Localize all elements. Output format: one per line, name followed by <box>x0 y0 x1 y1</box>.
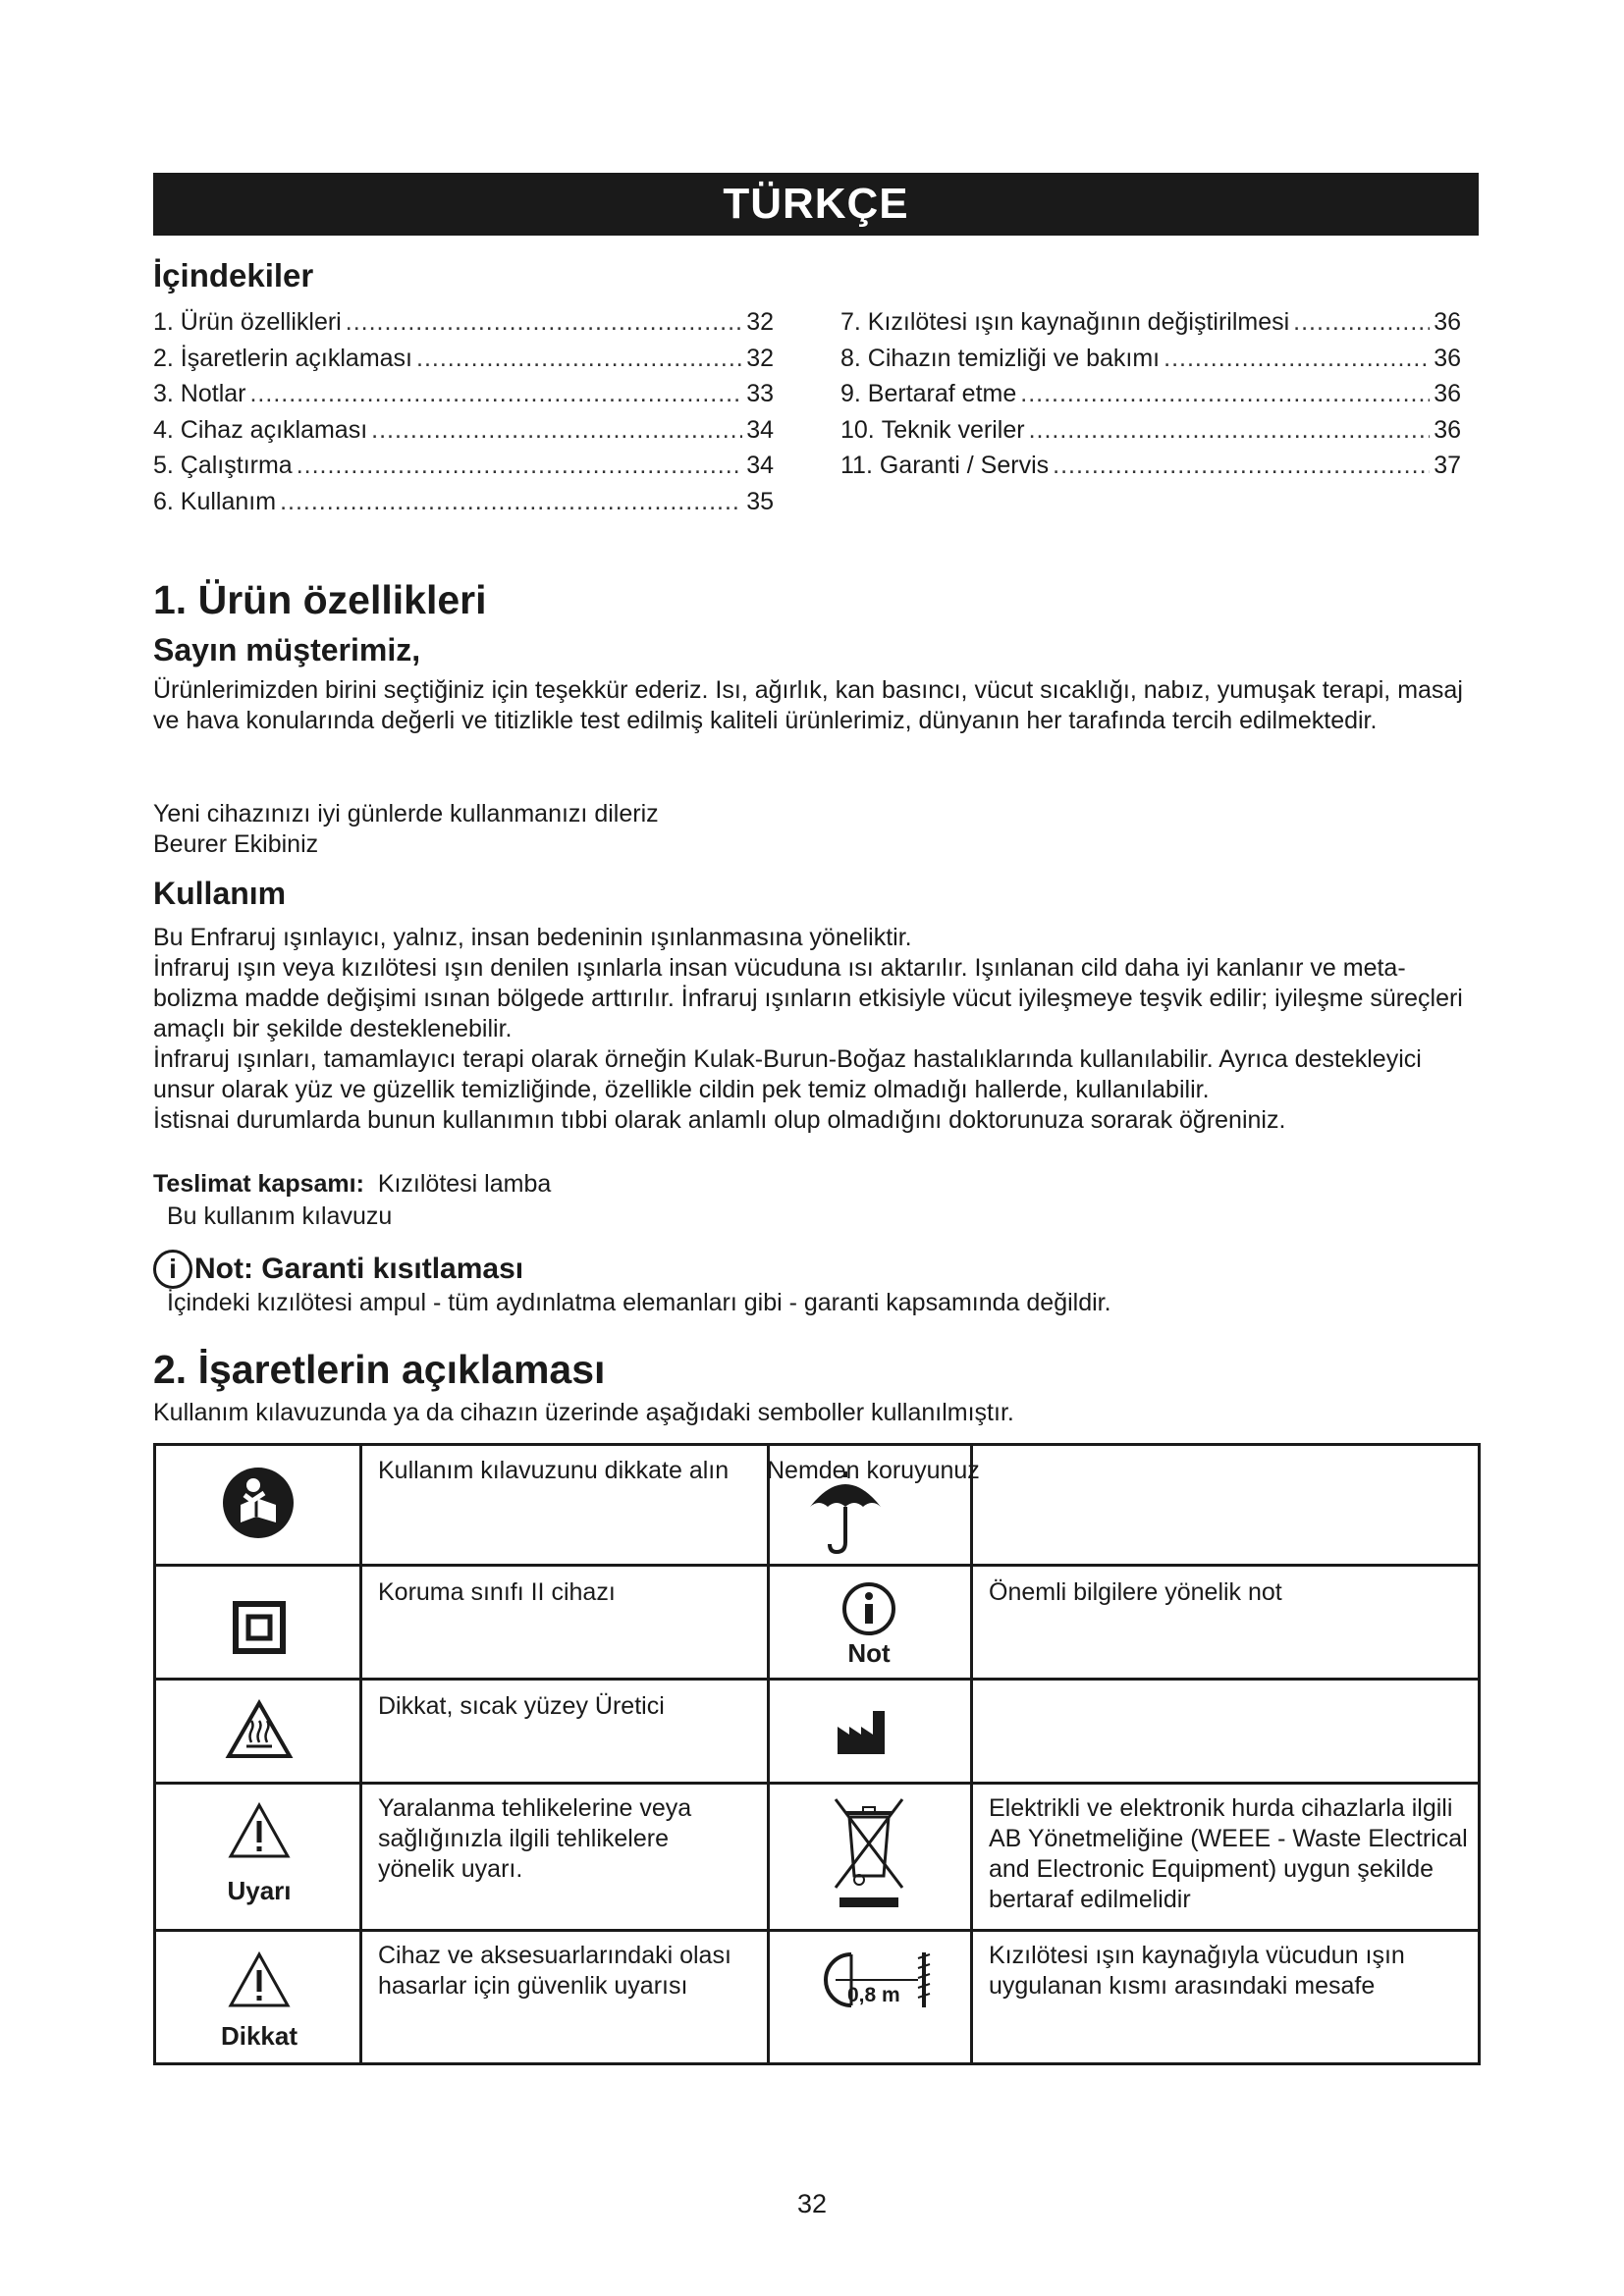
warning-icon-label: Uyarı <box>227 1876 292 1905</box>
toc-title: İçindekiler <box>153 257 314 294</box>
toc-entry[interactable] <box>840 412 1461 449</box>
toc-entry-number: 2. <box>153 344 181 372</box>
section-1-title: 1. Ürün özellikleri <box>153 577 487 622</box>
symbol-description: Cihaz ve aksesuarlarındaki olası hasarlar için güvenlik uyarısı <box>378 1942 731 2000</box>
toc-entry[interactable] <box>153 341 774 377</box>
usage-paragraph-1: Bu Enfraruj ışınlayıcı, yalnız, insan bedeninin ışınlanmasına yöneliktir. <box>153 924 912 951</box>
info-icon: i <box>153 1250 192 1289</box>
toc-leader-dots <box>1164 341 1430 377</box>
greeting: Sayın müşterimiz, <box>153 632 421 667</box>
symbol-description: Kızılötesi ışın kaynağıyla vücudun ışın uygulanan kısmı arasındaki mesafe <box>989 1942 1405 2000</box>
usage-paragraph-2: İnfraruj ışın veya kızılötesi ışın denilen ışınlarla insan vücuduna ısı aktarılır. Işınlanan cild daha iyi kanlanır ve metabolizma madde değişimi ısınan bölgede arttırılır. İnfraruj ışınların etkisiyle vücut iyileşmeye teşvik edilir; iyileşme süreçleri amaçlı bir şekilde desteklenebilir. <box>153 954 1463 1042</box>
delivery-scope-item: Bu kullanım kılavuzu <box>167 1202 393 1230</box>
usage-paragraph-4: İstisnai durumlarda bunun kullanımın tıbbi olarak anlamlı olup olmadığını doktorunuza sorarak öğreniniz. <box>153 1106 1286 1134</box>
section-2-intro: Kullanım kılavuzunda ya da cihazın üzerinde aşağıdaki semboller kullanılmıştır. <box>153 1399 1014 1426</box>
symbol-description: Yaralanma tehlikelerine veya sağlığınızla ilgili tehlikelere yönelik uyarı. <box>378 1794 692 1883</box>
table-divider <box>359 1446 362 2062</box>
toc-entry[interactable] <box>840 376 1461 412</box>
table-divider <box>767 1446 770 2062</box>
toc-entry-label: Cihazın temizliği ve bakımı <box>867 344 1161 372</box>
toc-leader-dots <box>280 484 742 520</box>
toc-entry-label: Cihaz açıklaması <box>180 415 368 444</box>
toc-entry-label: Garanti / Servis <box>879 452 1050 479</box>
toc-right-column <box>840 304 1461 484</box>
toc-leader-dots <box>416 341 742 377</box>
toc-entry-label: Bertaraf etme <box>867 380 1017 407</box>
weee-bin-icon <box>830 1795 908 1909</box>
symbols-table <box>153 1443 1481 2065</box>
toc-leader-dots <box>371 412 742 449</box>
toc-entry-label: Ürün özellikleri <box>180 308 342 336</box>
toc-entry-page: 37 <box>1434 452 1461 479</box>
intro-paragraph: Ürünlerimizden birini seçtiğiniz için teşekkür ederiz. Isı, ağırlık, kan basıncı, vücut sıcaklığı, nabız, yumuşak terapi, masaj ve hava konularında değerli ve titizlikle test edilmiş kaliteli ürünlerimiz, dünyanın her tarafında tercih edilmektedir. <box>153 676 1463 734</box>
toc-entry-label: Teknik veriler <box>881 415 1025 444</box>
delivery-scope <box>153 1168 551 1201</box>
toc-entry-number: 5. <box>153 452 181 479</box>
toc-entry[interactable] <box>153 376 774 412</box>
symbol-description: Koruma sınıfı II cihazı <box>378 1578 616 1606</box>
toc-entry-page: 32 <box>746 308 774 336</box>
toc-entry-number: 1. <box>153 308 181 336</box>
toc-entry[interactable] <box>153 412 774 449</box>
toc-entry-page: 34 <box>746 452 774 479</box>
toc-leader-dots <box>297 448 742 484</box>
toc-entry-page: 34 <box>746 415 774 444</box>
table-row-divider <box>156 1678 1478 1681</box>
toc-entry-number: 11. <box>840 452 880 479</box>
toc-entry-number: 3. <box>153 380 181 407</box>
caution-icon-label: Dikkat <box>220 2021 298 2051</box>
table-row-divider <box>156 1782 1478 1785</box>
toc-entry[interactable] <box>840 304 1461 341</box>
read-manual-icon <box>221 1466 296 1540</box>
delivery-scope-item: Kızılötesi lamba <box>377 1170 552 1198</box>
toc-entry-number: 6. <box>153 487 181 515</box>
toc-entry-number: 8. <box>840 344 868 372</box>
toc-entry-number: 7. <box>840 308 868 336</box>
section-2-title: 2. İşaretlerin açıklaması <box>153 1347 606 1392</box>
toc-leader-dots <box>1029 412 1431 449</box>
toc-leader-dots <box>1020 376 1430 412</box>
warranty-note-heading <box>153 1250 523 1289</box>
toc-leader-dots <box>346 304 742 341</box>
usage-paragraph-3: İnfraruj ışınları, tamamlayıcı terapi olarak örneğin Kulak-Burun-Boğaz hastalıklarında kullanılabilir. Ayrıca destekleyici unsur olarak yüz ve güzellik temizliğinde, özellikle cildin pek temiz olmadığı hallerde, kullanılabilir. <box>153 1045 1422 1103</box>
usage-title: Kullanım <box>153 876 287 911</box>
info-icon <box>841 1581 896 1636</box>
page-number: 32 <box>796 2189 828 2218</box>
toc-entry-page: 32 <box>746 344 774 372</box>
table-row-divider <box>156 1929 1478 1932</box>
symbol-description: Dikkat, sıcak yüzey <box>378 1692 588 1720</box>
toc-entry[interactable] <box>153 304 774 341</box>
toc-entry-page: 33 <box>746 380 774 407</box>
toc-entry[interactable] <box>153 448 774 484</box>
toc-entry-page: 35 <box>746 487 774 515</box>
toc-entry-number: 4. <box>153 415 181 444</box>
distance-icon-label: 0,8 m <box>847 1984 900 2006</box>
signature-text: Beurer Ekibiniz <box>153 830 319 858</box>
table-divider <box>970 1446 973 2062</box>
toc-left-column <box>153 304 774 519</box>
delivery-scope-label: Teslimat kapsamı: <box>153 1170 364 1198</box>
class-2-square-icon <box>233 1601 286 1654</box>
symbol-description: Elektrikli ve elektronik hurda cihazlarla ilgili AB Yönetmeliğine (WEEE - Waste Electrical and Electronic Equipment) uygun şekilde bertaraf edilmelidir <box>989 1794 1468 1913</box>
toc-leader-dots <box>1293 304 1430 341</box>
toc-entry-label: İşaretlerin açıklaması <box>180 344 412 372</box>
symbol-description-group <box>378 1691 761 1722</box>
toc-entry-page: 36 <box>1434 380 1461 407</box>
language-header: TÜRKÇE <box>153 173 1479 236</box>
toc-entry[interactable] <box>840 448 1461 484</box>
toc-entry-label: Kızılötesi ışın kaynağının değiştirilmesi <box>867 308 1290 336</box>
warning-triangle-icon <box>227 1801 292 1860</box>
caution-triangle-icon <box>227 1950 292 2009</box>
manufacturer-icon <box>836 1709 889 1756</box>
wish-text: Yeni cihazınızı iyi günlerde kullanmanızı dileriz <box>153 800 659 828</box>
toc-entry-label: Notlar <box>180 380 246 407</box>
toc-entry-number: 10. <box>840 415 882 444</box>
warranty-note-title: Not: Garanti kısıtlaması <box>194 1253 524 1285</box>
info-icon-label: Not <box>847 1638 891 1668</box>
toc-entry-label: Kullanım <box>180 487 277 515</box>
toc-entry[interactable] <box>153 484 774 520</box>
toc-entry-page: 36 <box>1434 415 1461 444</box>
hot-surface-icon <box>225 1699 294 1760</box>
toc-entry-label: Çalıştırma <box>180 452 293 479</box>
toc-entry[interactable] <box>840 341 1461 377</box>
table-row-divider <box>156 1564 1478 1567</box>
symbol-description: Nemden koruyunuz <box>767 1457 980 1484</box>
symbol-description: Kullanım kılavuzunu dikkate alın <box>378 1457 730 1484</box>
toc-entry-page: 36 <box>1434 344 1461 372</box>
manufacturer-label: Üretici <box>594 1692 665 1720</box>
toc-entry-page: 36 <box>1434 308 1461 336</box>
toc-leader-dots <box>1053 448 1430 484</box>
symbol-description: Önemli bilgilere yönelik not <box>989 1578 1282 1606</box>
warranty-note-text: İçindeki kızılötesi ampul - tüm aydınlatma elemanları gibi - garanti kapsamında değildir. <box>167 1289 1111 1316</box>
toc-leader-dots <box>249 376 742 412</box>
toc-entry-number: 9. <box>840 380 868 407</box>
